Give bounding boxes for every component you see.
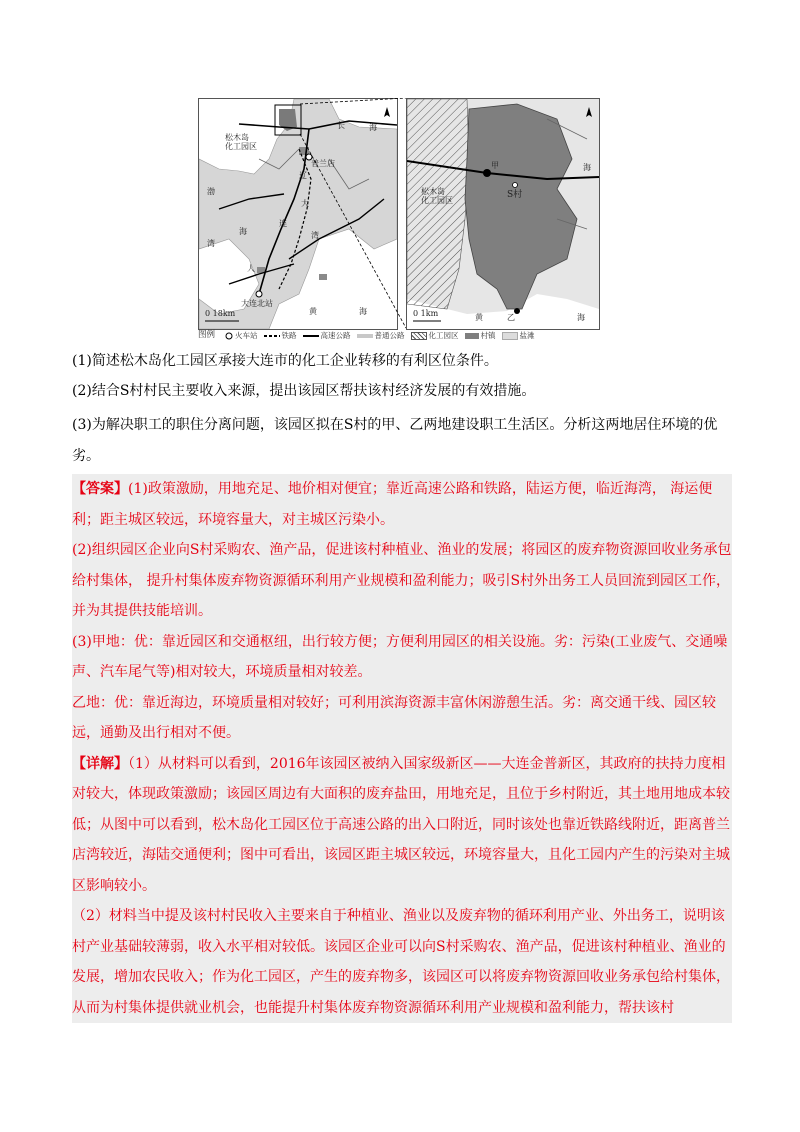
expressway-icon — [303, 333, 319, 339]
detail-p2: （2）材料当中提及该村村民收入主要来自于种植业、渔业以及废弃物的循环利用产业、外出务工，说明该村产业基础较薄弱，收入水平相对较低。该园区企业可以向S村采购农、渔产品，促进该村种植业、渔业的发展，增加农民收入；作为化工园区，产生的废弃物多，该园区可以将废弃物资源回收业务承包给村集体，从而为村集体提供就业机会，也能提升村集体废弃物资源循环利用产业规模和盈利能力，帮扶该村 — [72, 908, 730, 1016]
detail-p1: 【详解】（1）从材料可以看到，2016年该园区被纳入国家级新区——大连金普新区，其政府的扶持力度相对较大，体现政策激励；该园区周边有大面积的废弃盐田，用地充足，且位于乡村附近，其土地用地成本较低；从图中可以看到，松木岛化工园区位于高速公路的出入口附近，同时该处也靠近铁路线附近，距离普兰店湾较近，海陆交通便利；图中可看出，该园区距主城区较远，环境容量大，且化工园内产生的污染对主城区影响较小。 — [72, 755, 730, 894]
label-park: 化工园区 — [225, 142, 257, 151]
question-1: (1)简述松木岛化工园区承接大连市的化工企业转移的有利区位条件。 — [72, 353, 498, 369]
legend-item-station: 火车站 — [225, 329, 258, 342]
label-pulandian: 普兰店 — [311, 159, 335, 168]
label-s-village: S村 — [507, 190, 523, 200]
label-jia: 甲 — [491, 161, 499, 170]
detail-tag: 【详解】 — [72, 755, 128, 772]
label-hai2-right: 海 — [577, 313, 585, 322]
label-scale: 0 18km — [205, 309, 236, 318]
town-swatch-icon — [465, 333, 479, 339]
legend-item-town: 村镇 — [465, 329, 496, 342]
label-hai2: 海 — [239, 227, 247, 236]
railway-icon — [264, 333, 280, 339]
label-bay: 湾 — [207, 239, 215, 248]
station-icon — [225, 332, 233, 340]
label-yi: 乙 — [507, 313, 515, 322]
park-swatch-icon — [411, 332, 427, 340]
legend-item-park: 化工园区 — [411, 329, 459, 342]
label-huang-right: 黄 — [475, 313, 483, 322]
map-figure — [198, 98, 600, 342]
saltflat-swatch-icon — [502, 332, 518, 340]
label-island: 松木岛 — [225, 133, 249, 142]
legend-item-railway: 铁路 — [264, 329, 297, 342]
map-legend — [198, 329, 600, 342]
label-huang: 黄 — [309, 307, 317, 316]
label-ren: 人 — [247, 264, 255, 273]
label-hai: 海 — [369, 123, 377, 132]
label-wan: 湾 — [311, 231, 319, 240]
label-bo: 渤 — [207, 187, 215, 196]
label-chang: 长 — [337, 121, 345, 130]
label-lian: 连 — [279, 219, 287, 228]
answer-p4: 乙地：优：靠近海边，环境质量相对较好；可利用滨海资源丰富休闲游憩生活。劣：离交通干线、园区较远，通勤及出行相对不便。 — [72, 694, 716, 741]
legend-title: 图例 — [198, 330, 216, 340]
legend-item-saltflat: 盐滩 — [502, 329, 535, 342]
label-dalian-station: 大连北站 — [241, 299, 273, 308]
question-3: (3)为解决职工的职住分离问题，该园区拟在S村的甲、乙两地建设职工生活区。分析这两地居住环境的优劣。 — [72, 417, 718, 464]
label-liao: 辽 — [299, 171, 307, 180]
label-park-detail: 松木岛 化工园区 — [421, 187, 453, 205]
legend-item-road: 普通公路 — [357, 329, 405, 342]
label-hai4: 海 — [359, 307, 367, 316]
answer-p3: (3)甲地：优：靠近园区和交通枢纽，出行较方便；方便利用园区的相关设施。劣：污染(工业废气、交通噪声、汽车尾气等)相对较大，环境质量相对较差。 — [72, 633, 728, 680]
detail-map — [406, 98, 600, 330]
answer-tag: 【答案】 — [72, 481, 128, 497]
answer-p2: (2)组织园区企业向S村采购农、渔产品，促进该村种植业、渔业的发展；将园区的废弃物资源回收业务承包给村集体， 提升村集体废弃物资源循环利用产业规模和盈利能力；吸引S村外出务工人员回流到园区工作，并为其提供技能培训。 — [72, 542, 732, 619]
answer-block — [72, 474, 732, 1023]
answer-p1: 【答案】(1)政策激励，用地充足、地价相对便宜；靠近高速公路和铁路，陆运方便，临近海湾， 海运便利；距主城区较远，环境容量大，对主城区污染小。 — [72, 481, 713, 528]
label-da: 大 — [301, 199, 309, 208]
label-hai-right: 海 — [583, 163, 591, 172]
question-2: (2)结合S村村民主要收入来源，提出该园区帮扶该村经济发展的有效措施。 — [72, 383, 536, 399]
label-scale-right: 0 1km — [413, 309, 439, 318]
detail-map-graphic — [407, 99, 599, 329]
legend-item-expressway: 高速公路 — [303, 329, 351, 342]
road-icon — [357, 333, 373, 339]
